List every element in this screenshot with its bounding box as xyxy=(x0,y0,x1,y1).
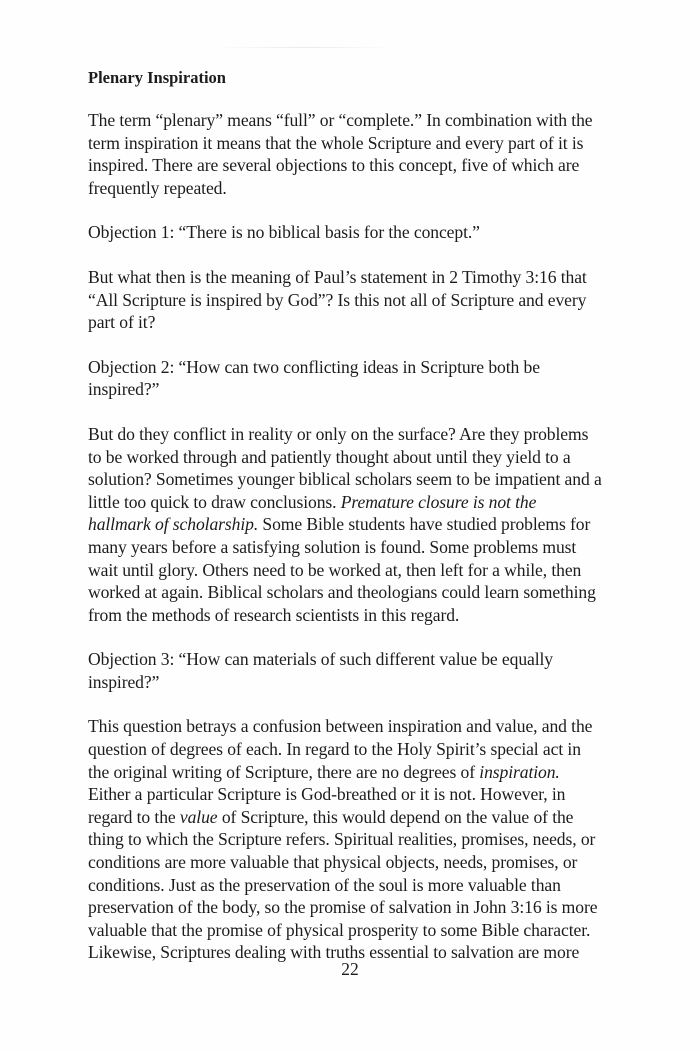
text-line xyxy=(88,221,648,244)
text-line xyxy=(88,423,648,446)
text-line xyxy=(88,648,648,671)
text-line xyxy=(88,559,648,582)
paragraph xyxy=(88,266,648,334)
text-line xyxy=(88,378,648,401)
text-run: conditions. Just as the preservation of the soul is more valuable than xyxy=(88,874,561,895)
paragraph xyxy=(88,109,648,199)
text-run: The term “plenary” means “full” or “complete.” In combination with the xyxy=(88,110,593,130)
text-run: of Scripture, this would depend on the value of the xyxy=(217,806,574,827)
text-line xyxy=(88,715,648,738)
text-run: many years before a satisfying solution is found. Some problems must xyxy=(88,536,577,557)
paragraph xyxy=(88,715,648,964)
text-line xyxy=(88,491,648,514)
text-line xyxy=(88,513,648,536)
body-text xyxy=(88,109,648,964)
text-run: Some Bible students have studied problems for xyxy=(258,514,591,535)
text-run: Objection 2: “How can two conflicting ideas in Scripture both be xyxy=(88,356,540,377)
italic-text: value xyxy=(179,806,218,827)
text-run: Either a particular Scripture is God-breathed or it is not. However, in xyxy=(88,784,566,805)
paragraph xyxy=(88,221,648,244)
text-run: But what then is the meaning of Paul’s statement in 2 Timothy 3:16 that xyxy=(88,266,587,287)
paragraph xyxy=(88,356,648,401)
page-content xyxy=(88,67,648,986)
text-line xyxy=(88,851,648,874)
text-line xyxy=(88,446,648,469)
text-line xyxy=(88,604,648,627)
text-run: But do they conflict in reality or only on the surface? Are they problems xyxy=(88,423,589,444)
text-line xyxy=(88,356,648,379)
text-line xyxy=(88,154,648,177)
paragraph xyxy=(88,423,648,626)
text-run: Objection 3: “How can materials of such different value be equally xyxy=(88,649,554,670)
text-run: part of it? xyxy=(88,312,156,333)
italic-text: hallmark of scholarship. xyxy=(88,514,259,535)
text-line xyxy=(88,132,648,155)
text-run: to be worked through and patiently thought about until they yield to a xyxy=(88,446,571,467)
paragraph xyxy=(88,648,648,693)
text-line xyxy=(88,874,648,897)
text-run: preservation of the body, so the promise of salvation in John 3:16 is more xyxy=(88,897,598,918)
text-line xyxy=(88,761,648,784)
text-line xyxy=(88,806,648,829)
text-line xyxy=(88,738,648,761)
text-run: question of degrees of each. In regard to the Holy Spirit’s special act in xyxy=(88,739,581,760)
text-run: from the methods of research scientists in this regard. xyxy=(88,604,460,625)
text-run: “All Scripture is inspired by God”? Is this not all of Scripture and every xyxy=(88,289,587,310)
text-run: valuable that the promise of physical prosperity to some Bible character. xyxy=(88,919,591,940)
text-line xyxy=(88,919,648,942)
text-line xyxy=(88,289,648,312)
text-line xyxy=(88,783,648,806)
text-run: thing to which the Scripture refers. Spiritual realities, promises, needs, or xyxy=(88,829,596,850)
text-line xyxy=(88,311,648,334)
text-run: the original writing of Scripture, there are no degrees of xyxy=(88,761,480,782)
text-run: inspired?” xyxy=(88,671,160,692)
text-run: regard to the xyxy=(88,806,180,827)
scan-artifact xyxy=(215,47,395,48)
page-number: 22 xyxy=(341,959,359,979)
text-line xyxy=(88,828,648,851)
text-line xyxy=(88,109,648,132)
text-run: inspired?” xyxy=(88,379,160,400)
text-run: inspired. There are several objections to this concept, five of which are xyxy=(88,155,580,176)
text-line xyxy=(88,468,648,491)
text-line xyxy=(88,896,648,919)
text-line xyxy=(88,581,648,604)
text-run: wait until glory. Others need to be worked at, then left for a while, then xyxy=(88,559,582,580)
text-run: frequently repeated. xyxy=(88,177,227,198)
text-line xyxy=(88,177,648,200)
section-heading: Plenary Inspiration xyxy=(88,68,226,87)
text-run: solution? Sometimes younger biblical scholars seem to be impatient and a xyxy=(88,469,602,490)
text-run: little too quick to draw conclusions. xyxy=(88,491,341,512)
text-run: Objection 1: “There is no biblical basis for the concept.” xyxy=(88,222,480,243)
italic-text: Premature closure is not the xyxy=(340,491,537,512)
text-run: This question betrays a confusion between inspiration and value, and the xyxy=(88,716,593,737)
text-run: term inspiration it means that the whole Scripture and every part of it is xyxy=(88,132,584,153)
text-run: conditions are more valuable that physical objects, needs, promises, or xyxy=(88,852,578,873)
italic-text: inspiration. xyxy=(479,761,560,782)
text-line xyxy=(88,536,648,559)
text-line xyxy=(88,266,648,289)
text-run: worked at again. Biblical scholars and theologians could learn something xyxy=(88,582,596,603)
text-line xyxy=(88,671,648,694)
text-run: Likewise, Scriptures dealing with truths essential to salvation are more xyxy=(88,942,580,963)
